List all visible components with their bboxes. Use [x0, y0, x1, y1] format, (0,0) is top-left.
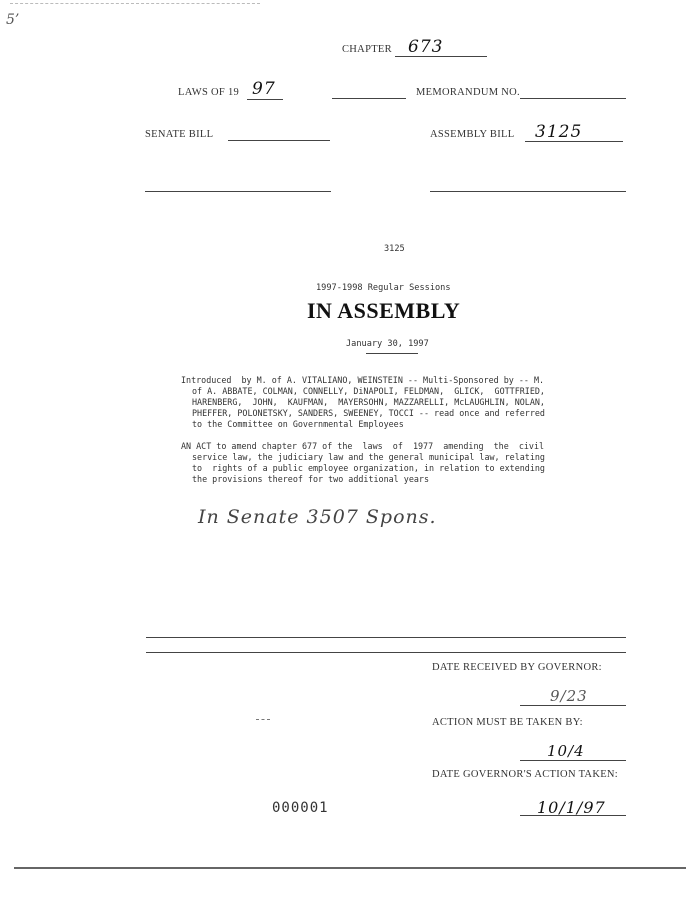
action-by-value: 10/4 — [547, 742, 585, 760]
assembly-bill-label: ASSEMBLY BILL — [430, 129, 515, 140]
laws-extra-line — [332, 98, 406, 99]
senate-bill-label: SENATE BILL — [145, 129, 214, 140]
chapter-line — [395, 56, 487, 57]
blank-line-left — [145, 191, 331, 192]
action-taken-line — [520, 815, 626, 816]
handwritten-senate-note: In Senate 3507 Spons. — [198, 506, 437, 528]
date-received-value: 9/23 — [550, 687, 588, 705]
bill-date: January 30, 1997 — [346, 339, 429, 349]
introduced-line-5: to the Committee on Governmental Employees — [192, 419, 404, 429]
date-received-label: DATE RECEIVED BY GOVERNOR: — [432, 662, 602, 673]
assembly-bill-value: 3125 — [535, 122, 583, 142]
chamber-title: IN ASSEMBLY — [307, 298, 461, 323]
act-line-4: the provisions thereof for two additional years — [192, 474, 429, 484]
introduced-line-4: PHEFFER, POLONETSKY, SANDERS, SWEENEY, TOCCI -- read once and referred — [192, 408, 545, 418]
scan-bottom-edge — [14, 867, 686, 869]
action-by-label: ACTION MUST BE TAKEN BY: — [432, 717, 583, 728]
chapter-value: 673 — [408, 37, 444, 57]
act-line-2: service law, the judiciary law and the general municipal law, relating — [192, 452, 545, 462]
senate-bill-line — [228, 140, 330, 141]
corner-mark: 5’ — [6, 12, 20, 28]
action-by-line — [520, 760, 626, 761]
blank-line-right — [430, 191, 626, 192]
laws-value: 97 — [252, 79, 276, 99]
chapter-label: CHAPTER — [342, 44, 392, 55]
introduced-line-2: of A. ABBATE, COLMAN, CONNELLY, DiNAPOLI, FELDMAN, GLICK, GOTTFRIED, — [192, 386, 545, 396]
laws-line — [247, 99, 283, 100]
sessions-line: 1997-1998 Regular Sessions — [316, 283, 451, 293]
memorandum-label: MEMORANDUM NO. — [416, 87, 520, 98]
page-number: 000001 — [272, 800, 329, 816]
date-underline — [366, 353, 418, 354]
memorandum-line — [520, 98, 626, 99]
separator-rule-1 — [146, 637, 626, 638]
date-received-line — [520, 705, 626, 706]
act-line-3: to rights of a public employee organization, in relation to extending — [192, 463, 545, 473]
assembly-bill-line — [525, 141, 623, 142]
introduced-line-3: HARENBERG, JOHN, KAUFMAN, MAYERSOHN, MAZZARELLI, McLAUGHLIN, NOLAN, — [192, 397, 545, 407]
scan-artifact-line — [10, 3, 260, 4]
separator-rule-2 — [146, 652, 626, 653]
bill-number: 3125 — [384, 244, 405, 254]
act-line-1: AN ACT to amend chapter 677 of the laws of 1977 amending the civil — [181, 441, 545, 451]
action-taken-value: 10/1/97 — [537, 798, 606, 817]
action-taken-label: DATE GOVERNOR'S ACTION TAKEN: — [432, 769, 619, 780]
laws-label: LAWS OF 19 — [178, 87, 240, 98]
introduced-line-1: Introduced by M. of A. VITALIANO, WEINSTEIN -- Multi-Sponsored by -- M. — [181, 375, 545, 385]
scan-mark — [256, 719, 270, 720]
